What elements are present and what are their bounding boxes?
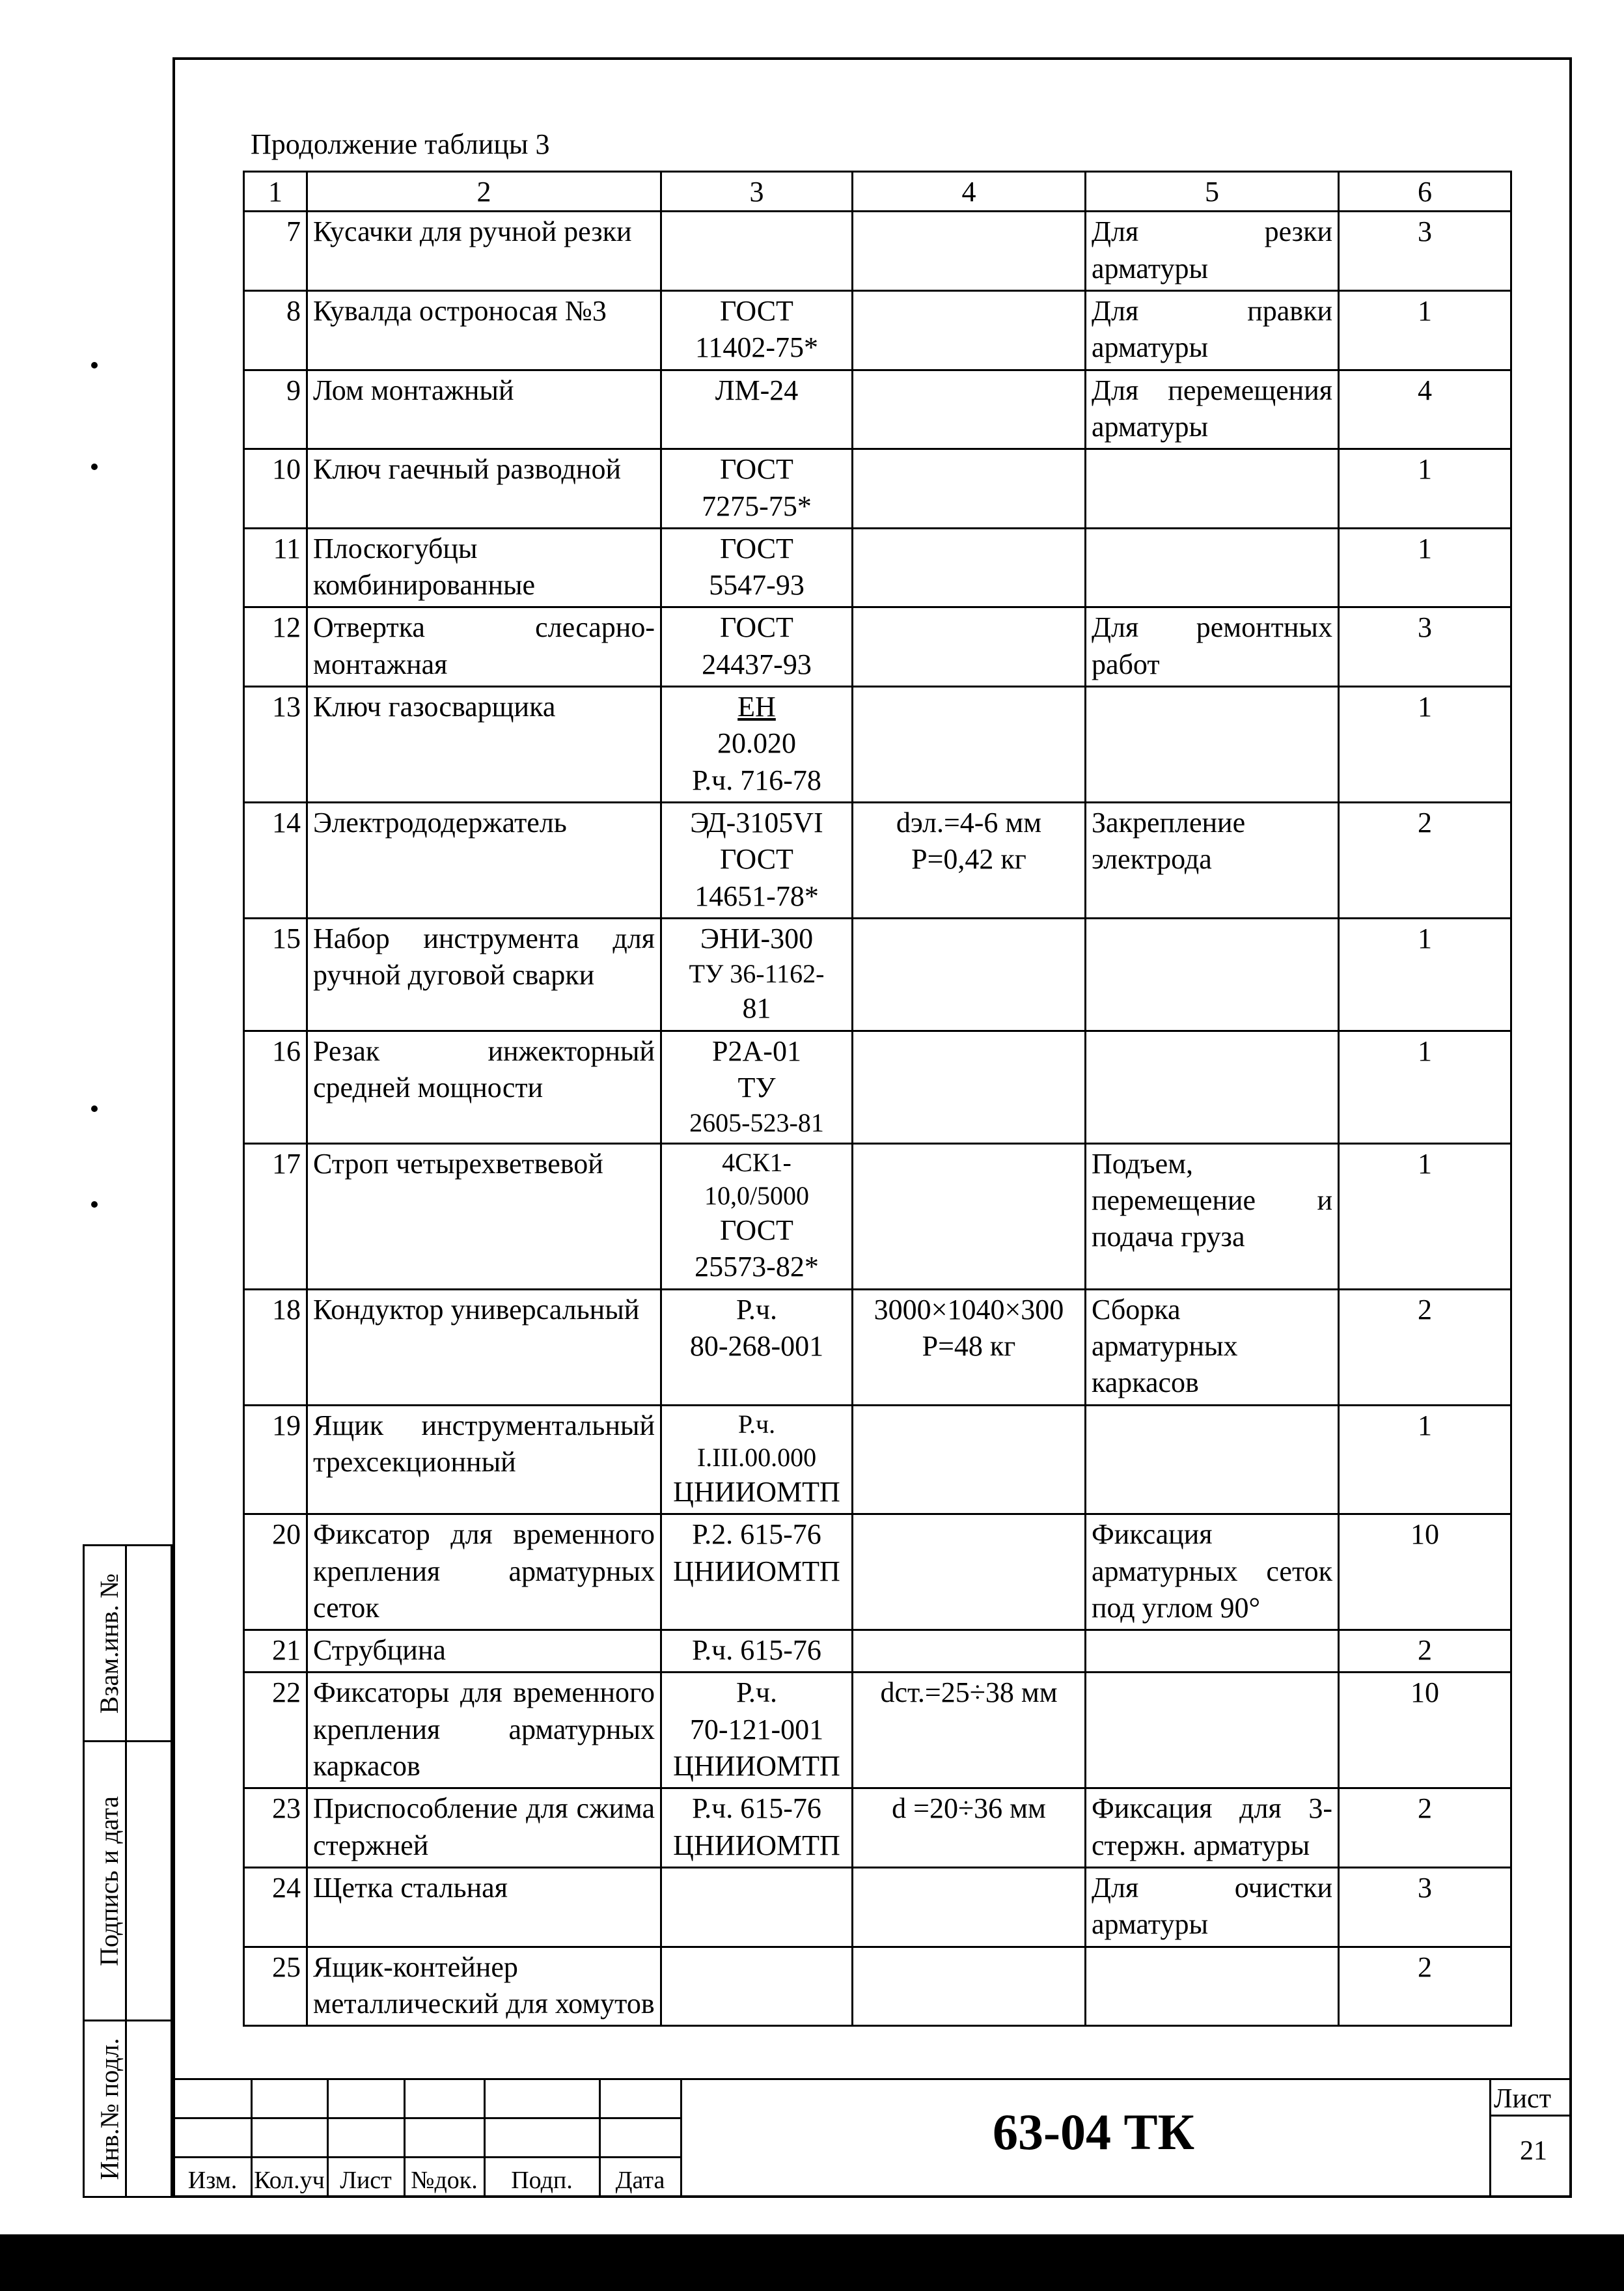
parameters-cell	[853, 1031, 1086, 1143]
norm-document-cell	[661, 528, 853, 607]
norm-document-line: Р2А-01	[712, 1034, 801, 1067]
stamp-col-data: Дата	[615, 2167, 665, 2194]
purpose: Подъем, перемещение и подача груза	[1086, 1143, 1339, 1289]
tools-table	[243, 171, 1512, 2027]
tool-name: Кусачки для ручной резки	[307, 212, 661, 291]
stamp-col-kolu: Кол.уч	[254, 2167, 325, 2194]
tool-name: Фиксаторы для временного крепления арматурных каркасов	[307, 1673, 661, 1788]
norm-document-cell	[661, 1143, 853, 1289]
parameters-cell	[853, 449, 1086, 529]
norm-document-cell	[661, 1947, 853, 2026]
norm-document-line: Р.ч. 716-78	[692, 764, 821, 796]
norm-document-line: Р.2. 615-76	[692, 1518, 821, 1551]
norm-document-line: ГОСТ	[720, 843, 793, 876]
row-number: 17	[244, 1143, 307, 1289]
purpose: Для резки арматуры	[1086, 212, 1339, 291]
quantity: 1	[1339, 290, 1511, 370]
tool-name: Электрододержатель	[307, 803, 661, 919]
norm-document-line: 5547-93	[709, 569, 805, 602]
table-row	[244, 803, 1511, 919]
stamp-col-ndok: №док.	[411, 2167, 478, 2194]
purpose	[1086, 687, 1339, 803]
parameters-cell	[853, 1868, 1086, 1947]
tool-name: Ключ гаечный разводной	[307, 449, 661, 529]
tool-name: Ключ газосварщика	[307, 687, 661, 803]
purpose: Для правки арматуры	[1086, 290, 1339, 370]
parameters-cell	[853, 803, 1086, 919]
sheet-label: Лист	[1494, 2084, 1551, 2114]
quantity: 1	[1339, 918, 1511, 1031]
quantity: 1	[1339, 528, 1511, 607]
parameters-cell	[853, 1673, 1086, 1788]
norm-document-line: Р.ч.	[737, 1409, 776, 1439]
quantity: 3	[1339, 1868, 1511, 1947]
quantity: 2	[1339, 1788, 1511, 1868]
row-number: 9	[244, 370, 307, 449]
norm-document-line: Р.ч. 615-76	[692, 1792, 821, 1825]
table-row	[244, 1514, 1511, 1630]
purpose	[1086, 1031, 1339, 1143]
norm-document-line: Р.ч. 615-76	[692, 1634, 821, 1667]
table-row	[244, 607, 1511, 687]
norm-document-line: ТУ 36-1162-	[689, 959, 825, 989]
norm-document-cell	[661, 370, 853, 449]
norm-document-line: Р.ч.	[736, 1676, 778, 1709]
header-cell: 5	[1086, 172, 1339, 212]
parameters-cell	[853, 1514, 1086, 1630]
parameters-cell	[853, 528, 1086, 607]
purpose	[1086, 1673, 1339, 1788]
purpose	[1086, 1630, 1339, 1673]
table-row	[244, 1143, 1511, 1289]
side-label-vzam: Взам.инв. №	[94, 1573, 124, 1714]
tool-name: Лом монтажный	[307, 370, 661, 449]
quantity: 1	[1339, 1143, 1511, 1289]
tool-name: Струбцина	[307, 1630, 661, 1673]
side-inv-podl	[83, 2020, 172, 2198]
norm-document-cell	[661, 1788, 853, 1868]
row-number: 12	[244, 607, 307, 687]
tool-name: Отвертка слесарно-монтажная	[307, 607, 661, 687]
tool-name: Приспособление для сжима стержней	[307, 1788, 661, 1868]
quantity: 2	[1339, 1630, 1511, 1673]
table-row	[244, 449, 1511, 529]
norm-document-line: ТУ	[737, 1072, 776, 1104]
table-row	[244, 1630, 1511, 1673]
norm-document-cell	[661, 1031, 853, 1143]
parameters-cell	[853, 1405, 1086, 1514]
norm-document-cell	[661, 212, 853, 291]
table-row	[244, 1031, 1511, 1143]
row-number: 20	[244, 1514, 307, 1630]
purpose: Для перемещения арматуры	[1086, 370, 1339, 449]
row-number: 21	[244, 1630, 307, 1673]
quantity: 3	[1339, 212, 1511, 291]
scan-dot	[91, 362, 98, 368]
tool-name: Щетка стальная	[307, 1868, 661, 1947]
parameters-cell	[853, 607, 1086, 687]
purpose: Фиксация арматурных сеток под углом 90°	[1086, 1514, 1339, 1630]
quantity: 10	[1339, 1514, 1511, 1630]
norm-document-line: Р.ч.	[736, 1293, 778, 1326]
norm-document-line: 80-268-001	[689, 1329, 824, 1362]
row-number: 11	[244, 528, 307, 607]
norm-document-line: ЭНИ-300	[700, 922, 814, 954]
norm-document-cell	[661, 1514, 853, 1630]
parameter-line: dэл.=4-6 мм	[896, 807, 1042, 839]
norm-document-line: ЛМ-24	[715, 374, 799, 406]
norm-document-cell	[661, 687, 853, 803]
row-number: 7	[244, 212, 307, 291]
quantity: 4	[1339, 370, 1511, 449]
norm-document-line: 14651-78*	[695, 880, 819, 912]
norm-document-line: ЦНИИОМТП	[673, 1750, 840, 1783]
scan-dot	[91, 1105, 98, 1112]
parameters-cell	[853, 290, 1086, 370]
purpose: Сборка арматурных каркасов	[1086, 1289, 1339, 1405]
norm-document-line: ЭД-3105VI	[690, 807, 823, 839]
row-number: 24	[244, 1868, 307, 1947]
row-number: 18	[244, 1289, 307, 1405]
row-number: 23	[244, 1788, 307, 1868]
quantity: 2	[1339, 1289, 1511, 1405]
purpose: Для ремонтных работ	[1086, 607, 1339, 687]
tool-name: Фиксатор для временного крепления арматурных сеток	[307, 1514, 661, 1630]
norm-document-cell	[661, 449, 853, 529]
norm-document-line: 24437-93	[702, 648, 812, 680]
purpose	[1086, 449, 1339, 529]
parameter-line: d =20÷36 мм	[892, 1792, 1046, 1825]
norm-document-line: ЦНИИОМТП	[673, 1555, 840, 1587]
purpose: Закрепление электрода	[1086, 803, 1339, 919]
side-label-inv: Инв.№ подл.	[94, 2038, 124, 2180]
purpose	[1086, 528, 1339, 607]
title-block	[172, 2078, 1572, 2198]
parameters-cell	[853, 687, 1086, 803]
parameter-line: Р=48 кг	[922, 1329, 1016, 1362]
row-number: 19	[244, 1405, 307, 1514]
norm-document-cell	[661, 1405, 853, 1514]
norm-document-cell	[661, 918, 853, 1031]
quantity: 1	[1339, 1405, 1511, 1514]
stamp-col-izm: Изм.	[187, 2167, 238, 2194]
side-label-podpis: Подпись и дата	[94, 1796, 124, 1966]
norm-document-cell	[661, 290, 853, 370]
tool-name: Набор инструмента для ручной дуговой сварки	[307, 918, 661, 1031]
tool-name: Кондуктор универсальный	[307, 1289, 661, 1405]
norm-document-cell	[661, 1630, 853, 1673]
sheet-number: 21	[1520, 2136, 1547, 2166]
norm-document-cell	[661, 607, 853, 687]
quantity: 2	[1339, 1947, 1511, 2026]
purpose: Фиксация для 3-стержн. арматуры	[1086, 1788, 1339, 1868]
table-row	[244, 1673, 1511, 1788]
table-row	[244, 370, 1511, 449]
table-row	[244, 212, 1511, 291]
header-cell: 4	[853, 172, 1086, 212]
scan-dot	[91, 464, 98, 470]
table-row	[244, 290, 1511, 370]
tool-name: Строп четырехветвевой	[307, 1143, 661, 1289]
quantity: 1	[1339, 449, 1511, 529]
table-row	[244, 1788, 1511, 1868]
norm-document-line: ГОСТ	[720, 294, 793, 327]
parameters-cell	[853, 212, 1086, 291]
tool-name: Плоскогубцы комбинированные	[307, 528, 661, 607]
table-row	[244, 687, 1511, 803]
document-code: 63-04 ТК	[993, 2104, 1195, 2160]
table-row	[244, 1868, 1511, 1947]
tool-name: Ящик инструментальный трехсекционный	[307, 1405, 661, 1514]
parameter-line: 3000×1040×300	[874, 1293, 1064, 1326]
parameter-line: dст.=25÷38 мм	[880, 1676, 1058, 1709]
norm-document-line: 2605-523-81	[689, 1108, 824, 1138]
row-number: 8	[244, 290, 307, 370]
norm-document-cell	[661, 1289, 853, 1405]
row-number: 16	[244, 1031, 307, 1143]
norm-document-line: 20.020	[717, 727, 796, 760]
norm-document-line: ГОСТ	[720, 1214, 793, 1246]
quantity: 2	[1339, 803, 1511, 919]
row-number: 25	[244, 1947, 307, 2026]
norm-document-line: ЦНИИОМТП	[673, 1829, 840, 1861]
tool-name: Ящик-контейнер металлический для хомутов	[307, 1947, 661, 2026]
quantity: 1	[1339, 1031, 1511, 1143]
norm-document-line: ЕН	[737, 691, 776, 723]
stamp-col-list: Лист	[340, 2167, 392, 2194]
table-row	[244, 918, 1511, 1031]
side-vzam-inv	[83, 1544, 172, 1742]
scan-dot	[91, 1201, 98, 1208]
row-number: 14	[244, 803, 307, 919]
header-cell: 1	[244, 172, 307, 212]
parameters-cell	[853, 1947, 1086, 2026]
parameters-cell	[853, 1143, 1086, 1289]
table-header-row	[244, 172, 1511, 212]
purpose	[1086, 918, 1339, 1031]
row-number: 13	[244, 687, 307, 803]
norm-document-line: I.III.00.000	[696, 1442, 817, 1472]
table-caption: Продолжение таблицы 3	[251, 128, 550, 160]
side-podpis-data	[83, 1740, 172, 2021]
norm-document-line: ГОСТ	[720, 532, 793, 564]
norm-document-line: 70-121-001	[689, 1713, 824, 1745]
norm-document-cell	[661, 803, 853, 919]
parameter-line: Р=0,42 кг	[911, 843, 1026, 876]
header-cell: 2	[307, 172, 661, 212]
header-cell: 6	[1339, 172, 1511, 212]
norm-document-line: 11402-75*	[695, 331, 819, 364]
norm-document-cell	[661, 1673, 853, 1788]
purpose	[1086, 1947, 1339, 2026]
norm-document-line: 7275-75*	[702, 490, 812, 522]
parameters-cell	[853, 1630, 1086, 1673]
table-row	[244, 1405, 1511, 1514]
parameters-cell	[853, 1788, 1086, 1868]
norm-document-line: ГОСТ	[720, 611, 793, 644]
quantity: 3	[1339, 607, 1511, 687]
parameters-cell	[853, 370, 1086, 449]
scan-bottom-edge	[0, 2234, 1624, 2291]
table-row	[244, 1289, 1511, 1405]
parameters-cell	[853, 1289, 1086, 1405]
tool-name: Резак инжекторный средней мощности	[307, 1031, 661, 1143]
parameters-cell	[853, 918, 1086, 1031]
header-cell: 3	[661, 172, 853, 212]
stamp-col-podp: Подп.	[511, 2167, 573, 2194]
norm-document-line: ЦНИИОМТП	[673, 1475, 840, 1508]
norm-document-line: 10,0/5000	[704, 1180, 810, 1210]
purpose: Для очистки арматуры	[1086, 1868, 1339, 1947]
norm-document-line: 81	[742, 992, 771, 1025]
row-number: 15	[244, 918, 307, 1031]
norm-document-line: ГОСТ	[720, 453, 793, 486]
quantity: 10	[1339, 1673, 1511, 1788]
quantity: 1	[1339, 687, 1511, 803]
table-row	[244, 1947, 1511, 2026]
norm-document-cell	[661, 1868, 853, 1947]
row-number: 22	[244, 1673, 307, 1788]
norm-document-line: 25573-82*	[695, 1251, 819, 1283]
table-row	[244, 528, 1511, 607]
tool-name: Кувалда остроносая №3	[307, 290, 661, 370]
row-number: 10	[244, 449, 307, 529]
purpose	[1086, 1405, 1339, 1514]
norm-document-line: 4СК1-	[722, 1147, 791, 1177]
